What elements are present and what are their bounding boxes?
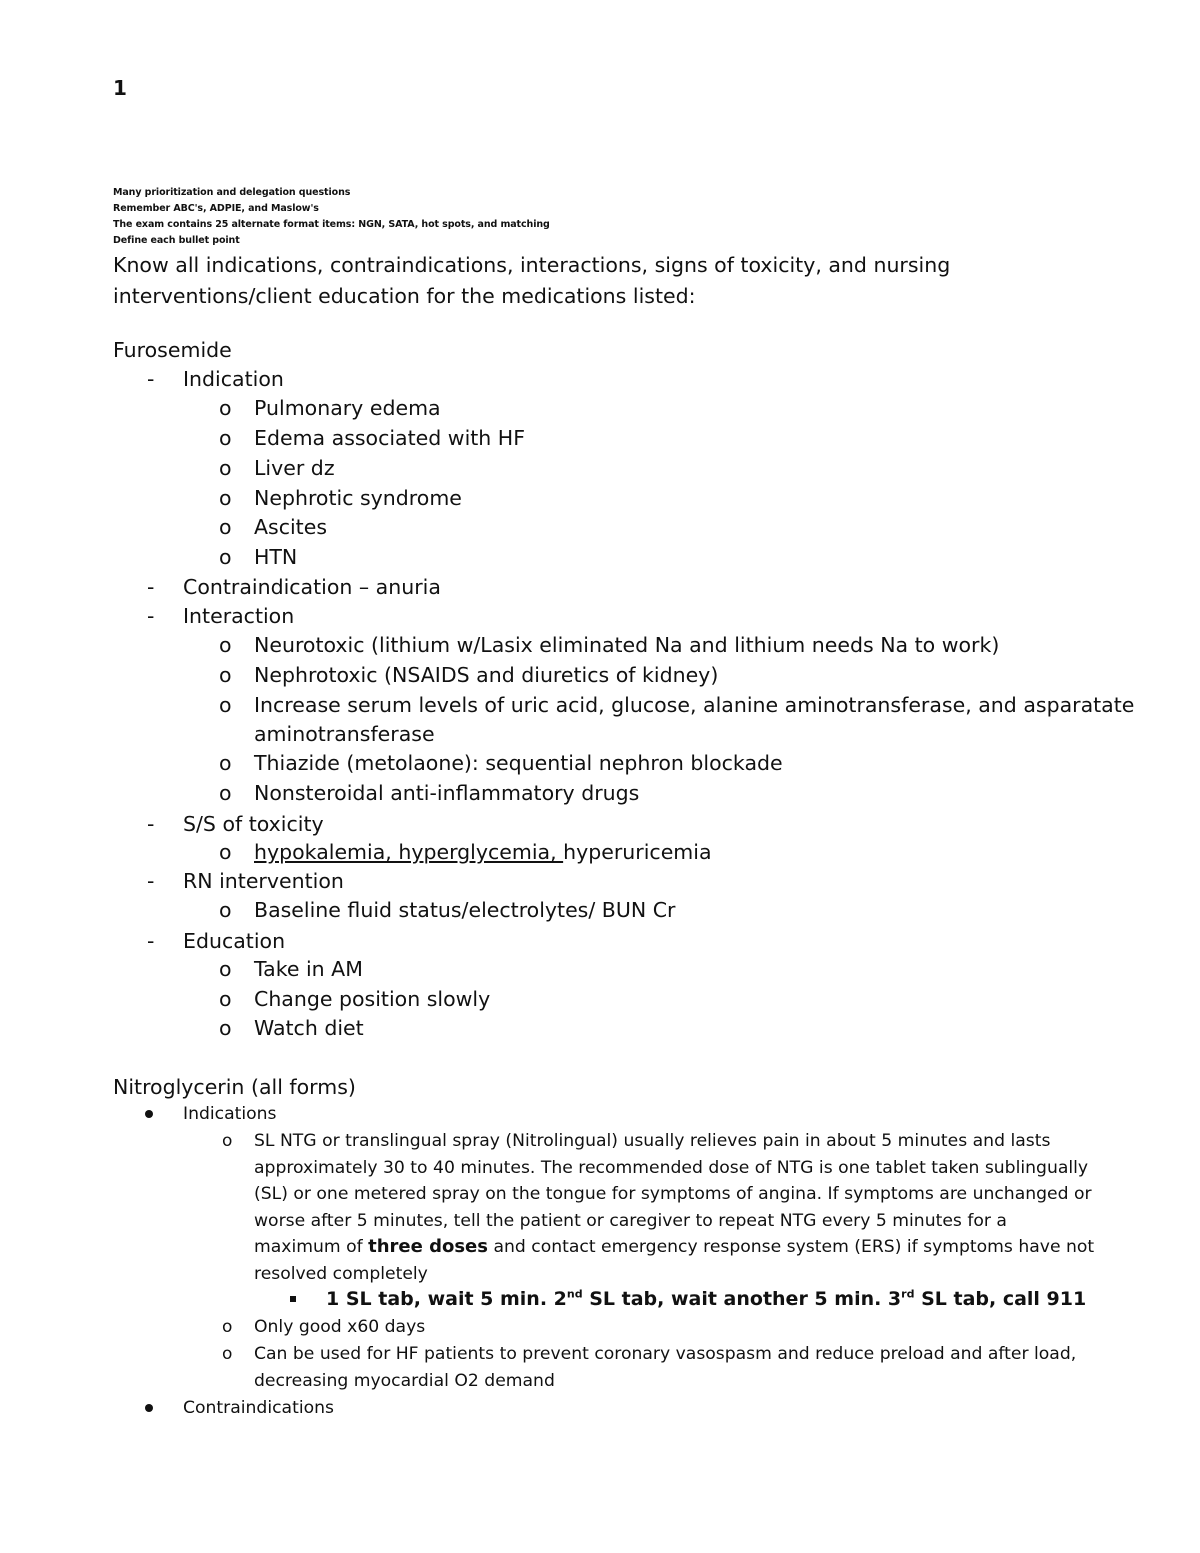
note-line: The exam contains 25 alternate format items: NGN, SATA, hot spots, and matching — [113, 219, 550, 230]
list-item: Thiazide (metolaone): sequential nephron blockade — [254, 751, 783, 775]
dash-marker: - — [147, 869, 155, 893]
circle-marker: o — [219, 987, 232, 1011]
paragraph-line: approximately 30 to 40 minutes. The recommended dose of NTG is one tablet taken sublingually — [254, 1158, 1089, 1178]
paragraph-line: SL NTG or translingual spray (Nitrolingual) usually relieves pain in about 5 minutes and lasts — [254, 1131, 1051, 1151]
note-line: Define each bullet point — [113, 235, 240, 246]
circle-marker: o — [219, 633, 232, 657]
list-item: Take in AM — [254, 957, 363, 981]
circle-marker: o — [219, 840, 232, 864]
paragraph-line — [254, 1234, 1094, 1261]
dose-sup: rd — [901, 1287, 915, 1301]
circle-marker: o — [219, 663, 232, 687]
list-item: Liver dz — [254, 456, 335, 480]
heading-toxicity: S/S of toxicity — [183, 812, 324, 836]
list-item: Edema associated with HF — [254, 426, 526, 450]
circle-marker: o — [222, 1317, 233, 1337]
list-item: Increase serum levels of uric acid, glucose, alanine aminotransferase, and asparatate — [254, 693, 1135, 717]
dash-marker: - — [147, 604, 155, 628]
paragraph-line: resolved completely — [254, 1264, 428, 1284]
dash-marker: - — [147, 367, 155, 391]
dash-marker: - — [147, 575, 155, 599]
list-item: Nephrotoxic (NSAIDS and diuretics of kidney) — [254, 663, 719, 687]
note-line: Many prioritization and delegation questions — [113, 187, 351, 198]
heading-indication: Indication — [183, 367, 284, 391]
circle-marker: o — [222, 1344, 233, 1364]
circle-marker: o — [219, 486, 232, 510]
line-text: maximum of — [254, 1237, 369, 1257]
intro-paragraph: Know all indications, contraindications, interactions, signs of toxicity, and nursing interventions/client education for the medications listed: — [113, 253, 951, 308]
heading-rn-intervention: RN intervention — [183, 869, 344, 893]
dash-marker: - — [147, 929, 155, 953]
circle-marker: o — [219, 545, 232, 569]
page-number: 1 — [113, 76, 127, 100]
dose-text: 1 SL tab, wait 5 min. 2 — [326, 1288, 567, 1310]
paragraph-line: Can be used for HF patients to prevent coronary vasospasm and reduce preload and after load, — [254, 1344, 1077, 1364]
list-item: HTN — [254, 545, 298, 569]
square-bullet — [290, 1296, 296, 1302]
paragraph-line: (SL) or one metered spray on the tongue for symptoms of angina. If symptoms are unchanged or — [254, 1184, 1092, 1204]
circle-marker: o — [222, 1131, 233, 1151]
list-item: Only good x60 days — [254, 1317, 426, 1337]
heading-contraindication: Contraindication – anuria — [183, 575, 441, 599]
heading-contraindications: Contraindications — [183, 1398, 334, 1418]
dose-text: SL tab, wait another 5 min. 3 — [582, 1288, 902, 1310]
toxicity-item — [254, 839, 712, 865]
list-item: Ascites — [254, 515, 328, 539]
line-text: and contact emergency response system (ERS) if symptoms have not — [487, 1237, 1095, 1257]
circle-marker: o — [219, 781, 232, 805]
list-item: Nephrotic syndrome — [254, 486, 462, 510]
list-item: Neurotoxic (lithium w/Lasix eliminated Na and lithium needs Na to work) — [254, 633, 1000, 657]
list-item: Watch diet — [254, 1016, 364, 1040]
section-title-furosemide: Furosemide — [113, 338, 232, 362]
note-line: Remember ABC's, ADPIE, and Maslow's — [113, 203, 319, 214]
circle-marker: o — [219, 957, 232, 981]
circle-marker: o — [219, 1016, 232, 1040]
list-item-continued: aminotransferase — [254, 722, 435, 746]
circle-marker: o — [219, 396, 232, 420]
emphasis-three-doses: three doses — [368, 1236, 488, 1257]
paragraph-line: decreasing myocardial O2 demand — [254, 1371, 555, 1391]
circle-marker: o — [219, 426, 232, 450]
circle-marker: o — [219, 515, 232, 539]
circle-marker: o — [219, 456, 232, 480]
dash-marker: - — [147, 812, 155, 836]
toxicity-underlined: hypokalemia, hyperglycemia, — [254, 840, 564, 864]
dosing-instruction — [326, 1286, 1086, 1313]
paragraph-line: worse after 5 minutes, tell the patient or caregiver to repeat NTG every 5 minutes for a — [254, 1211, 1007, 1231]
circle-marker: o — [219, 693, 232, 717]
dose-sup: nd — [566, 1287, 583, 1301]
list-item: Nonsteroidal anti-inflammatory drugs — [254, 781, 640, 805]
bullet-dot — [145, 1110, 153, 1118]
bullet-dot — [145, 1404, 153, 1412]
heading-education: Education — [183, 929, 286, 953]
circle-marker: o — [219, 898, 232, 922]
heading-interaction: Interaction — [183, 604, 295, 628]
section-title-nitroglycerin: Nitroglycerin (all forms) — [113, 1075, 356, 1099]
dose-text: SL tab, call 911 — [914, 1288, 1087, 1310]
toxicity-rest: hyperuricemia — [563, 840, 712, 864]
circle-marker: o — [219, 751, 232, 775]
heading-indications: Indications — [183, 1104, 277, 1124]
list-item: Pulmonary edema — [254, 396, 441, 420]
list-item: Change position slowly — [254, 987, 491, 1011]
list-item: Baseline fluid status/electrolytes/ BUN Cr — [254, 898, 676, 922]
